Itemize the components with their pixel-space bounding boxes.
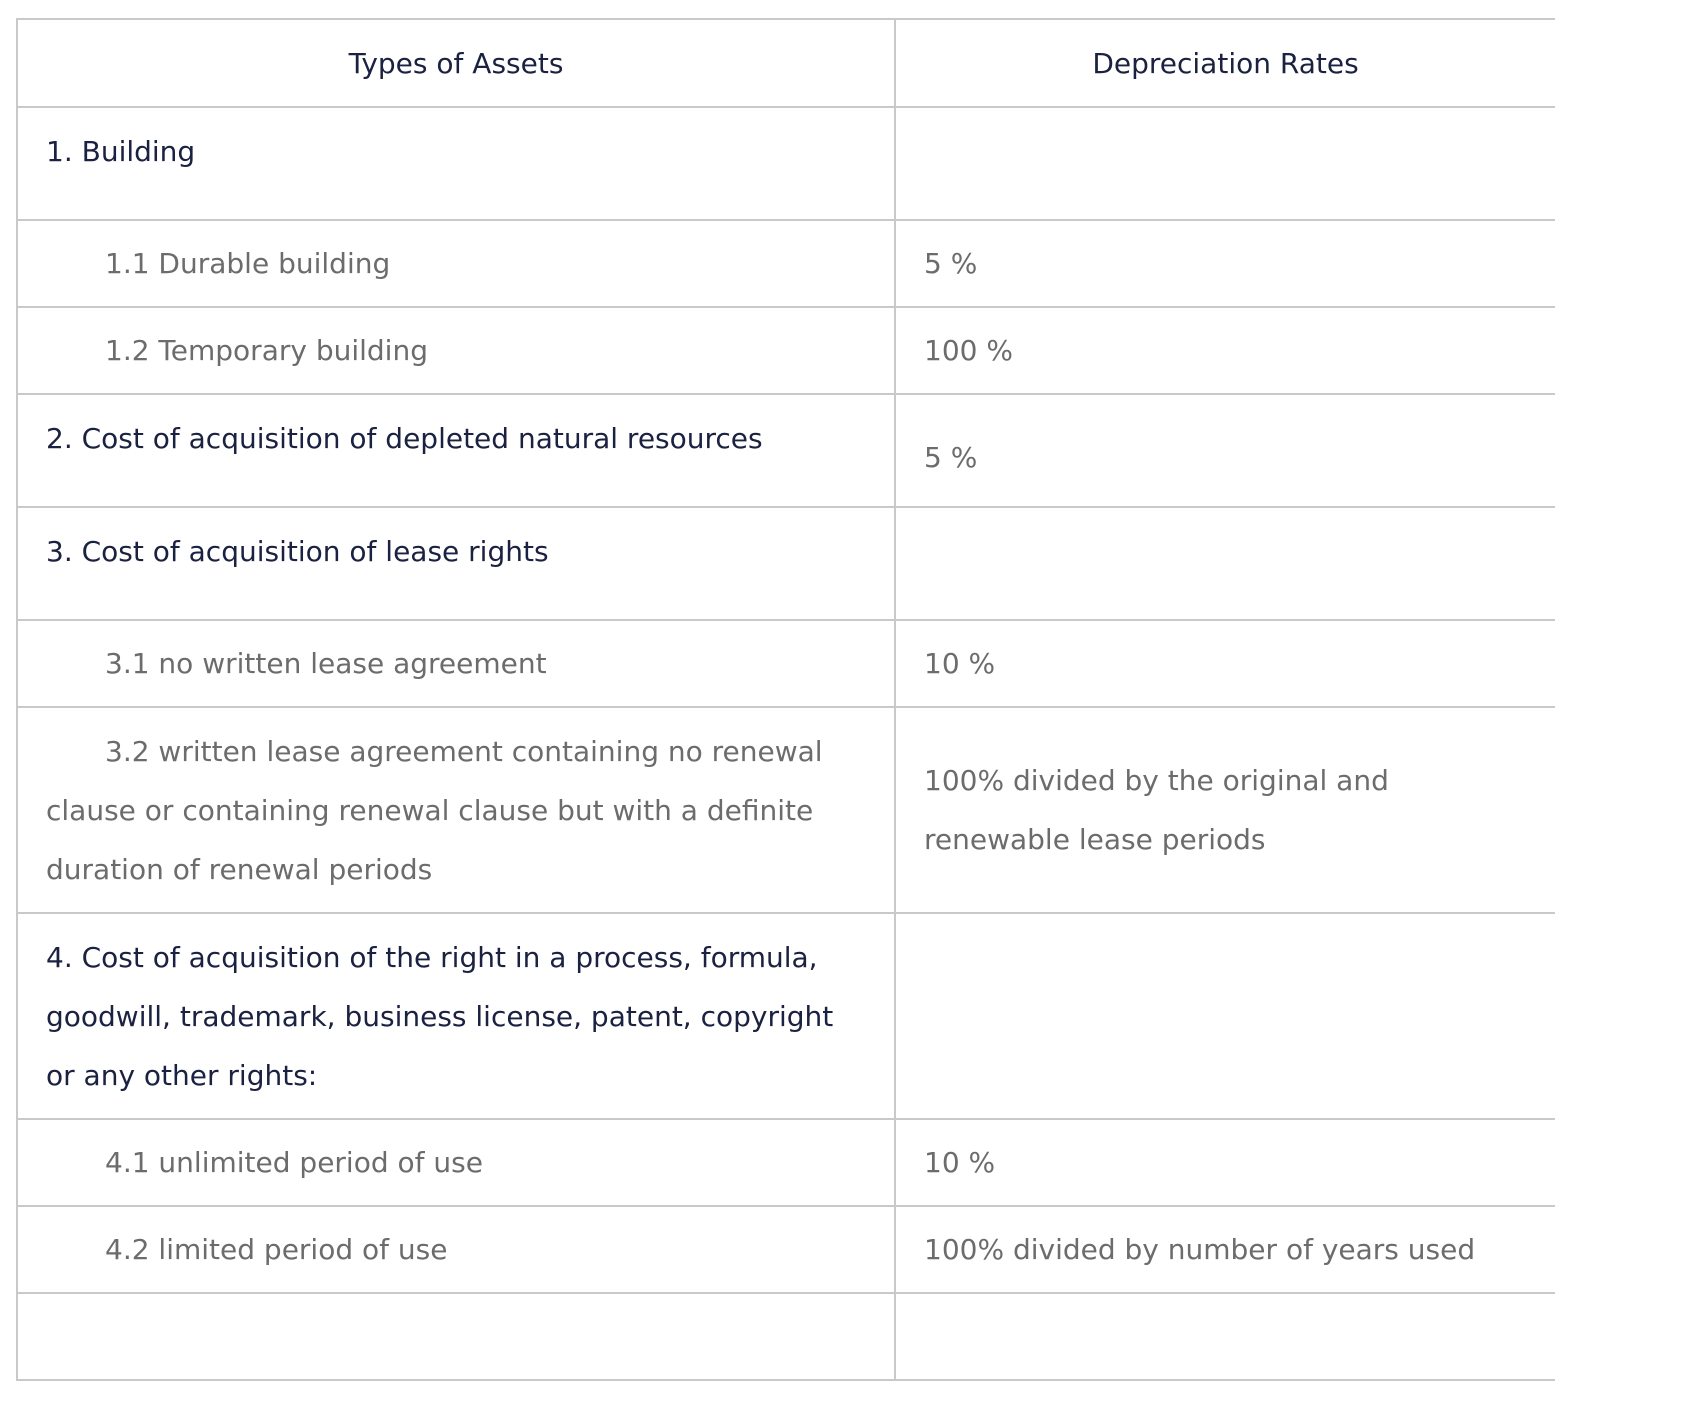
asset-cell: 3.2 written lease agreement containing no renewal clause or containing renewal clause but with a definite duration of renewal periods [17,707,895,913]
table-row [17,107,1555,220]
rate-cell: 100% divided by number of years used [895,1206,1555,1293]
depreciation-rates-table [16,18,1555,1381]
rate-cell: 5 % [895,220,1555,307]
rate-cell: 10 % [895,1119,1555,1206]
depreciation-table-container [16,18,1555,1418]
rate-cell [895,913,1555,1119]
rate-cell [895,1293,1555,1380]
table-row [17,220,1555,307]
table-row [17,507,1555,620]
asset-cell [17,1119,895,1206]
table-row [17,620,1555,707]
asset-label: 4.1 unlimited period of use [105,1146,483,1179]
asset-cell [17,307,895,394]
table-row [17,707,1555,913]
rate-cell: 100 % [895,307,1555,394]
asset-cell [17,1293,895,1380]
asset-label: 3.1 no written lease agreement [105,647,547,680]
header-types-of-assets: Types of Assets [17,19,895,107]
table-row [17,1206,1555,1293]
asset-label: 1.1 Durable building [105,247,391,280]
asset-label: 1.2 Temporary building [105,334,428,367]
table-header-row [17,19,1555,107]
table-row [17,307,1555,394]
table-row [17,394,1555,507]
rate-cell: 5 % [895,394,1555,507]
asset-cell [17,220,895,307]
rate-cell: 100% divided by the original and renewable lease periods [895,707,1555,913]
rate-cell: 10 % [895,620,1555,707]
table-row [17,1119,1555,1206]
rate-cell [895,507,1555,620]
table-row-partial [17,1293,1555,1380]
header-depreciation-rates: Depreciation Rates [895,19,1555,107]
asset-label: 4.2 limited period of use [105,1233,448,1266]
table-row [17,913,1555,1119]
rate-cell [895,107,1555,220]
asset-cell: 1. Building [17,107,895,220]
asset-cell: 3. Cost of acquisition of lease rights [17,507,895,620]
asset-cell: 2. Cost of acquisition of depleted natural resources [17,394,895,507]
asset-cell [17,1206,895,1293]
asset-cell [17,620,895,707]
asset-cell: 4. Cost of acquisition of the right in a process, formula, goodwill, trademark, business license, patent, copyright or any other rights: [17,913,895,1119]
